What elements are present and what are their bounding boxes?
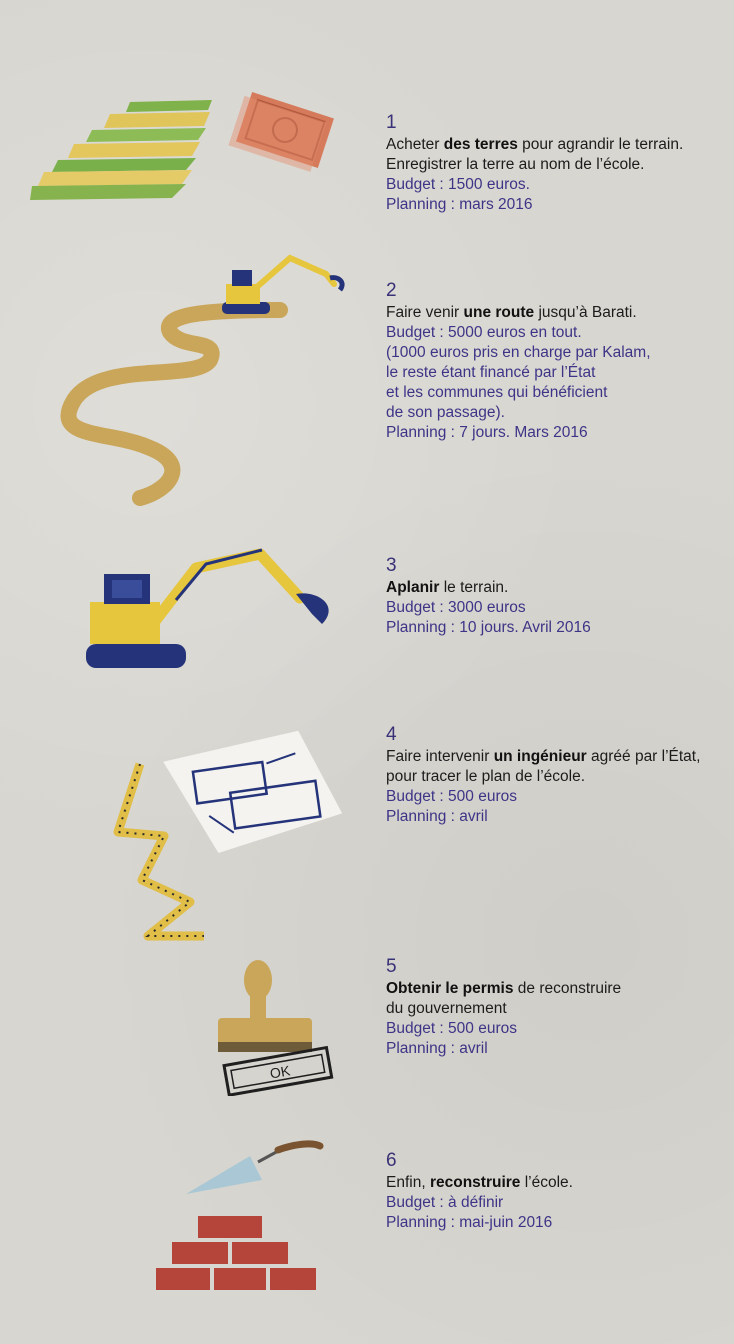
step-number: 1 <box>386 112 397 133</box>
trowel-icon <box>186 1144 320 1194</box>
planning-text: Planning : mai-juin 2016 <box>386 1214 553 1231</box>
excavator-icon <box>86 550 329 668</box>
budget-text: Budget : à définir <box>386 1194 504 1211</box>
budget-note-line: de son passage). <box>386 404 505 421</box>
planning-text: Planning : mars 2016 <box>386 196 533 213</box>
step-number: 6 <box>386 1150 397 1171</box>
step-4 <box>386 724 726 827</box>
budget-text: Budget : 500 euros <box>386 1020 517 1037</box>
step-number: 4 <box>386 724 397 745</box>
step-6 <box>386 1150 726 1233</box>
step-description: Obtenir le permis de reconstruire <box>386 980 622 997</box>
planning-text: Planning : avril <box>386 1040 488 1057</box>
step-description: Faire venir une route jusqu’à Barati. <box>386 304 637 321</box>
planning-text: Planning : 10 jours. Avril 2016 <box>386 619 591 636</box>
bricks-illustration <box>0 1136 360 1296</box>
budget-note-line: (1000 euros pris en charge par Kalam, <box>386 344 651 361</box>
land-and-money-illustration <box>0 90 360 220</box>
step-5 <box>386 956 726 1059</box>
step-description-line2: pour tracer le plan de l’école. <box>386 768 586 785</box>
brick-wall-icon <box>156 1216 316 1290</box>
step-1 <box>386 112 726 215</box>
step-3 <box>386 555 726 638</box>
step-2 <box>386 280 726 443</box>
rubber-stamp-icon <box>218 960 312 1052</box>
step-description-line2: Enregistrer la terre au nom de l’école. <box>386 156 645 173</box>
stamp-imprint <box>224 1048 332 1096</box>
step-description: Aplanir le terrain. <box>386 579 509 596</box>
excavator-illustration <box>0 540 360 680</box>
step-description: Faire intervenir un ingénieur agréé par l’État, <box>386 748 701 765</box>
engineer-plan-illustration <box>0 730 360 950</box>
step-description: Acheter des terres pour agrandir le terrain. <box>386 136 684 153</box>
planning-text: Planning : 7 jours. Mars 2016 <box>386 424 588 441</box>
budget-text: Budget : 500 euros <box>386 788 517 805</box>
budget-text: Budget : 5000 euros en tout. <box>386 324 582 341</box>
budget-text: Budget : 1500 euros. <box>386 176 530 193</box>
planning-text: Planning : avril <box>386 808 488 825</box>
step-description-line2: du gouvernement <box>386 1000 507 1017</box>
blueprint-icon <box>162 730 346 859</box>
budget-note-line: et les communes qui bénéficient <box>386 384 608 401</box>
budget-text: Budget : 3000 euros <box>386 599 526 616</box>
step-number: 3 <box>386 555 397 576</box>
step-description: Enfin, reconstruire l’école. <box>386 1174 573 1191</box>
stamp-illustration <box>0 956 360 1096</box>
budget-note-line: le reste étant financé par l’État <box>386 364 596 381</box>
stamp-text: OK <box>268 1062 292 1082</box>
step-number: 2 <box>386 280 397 301</box>
land-strips-icon <box>30 100 212 200</box>
road-illustration <box>0 250 360 510</box>
winding-road-icon <box>69 310 280 498</box>
step-number: 5 <box>386 956 397 977</box>
banknote-icon <box>229 90 334 174</box>
